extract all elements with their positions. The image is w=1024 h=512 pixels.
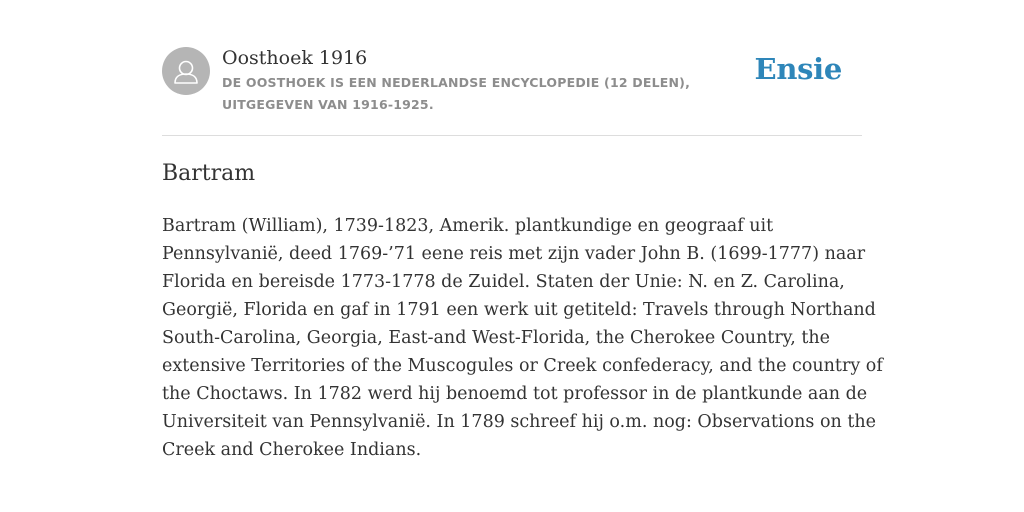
source-avatar[interactable] bbox=[162, 47, 210, 95]
body-line: extensive Territories of the Muscogules or Creek confederacy, and the country of bbox=[162, 356, 883, 376]
ensie-logo[interactable]: Ensie bbox=[754, 52, 842, 86]
body-line: South-Carolina, Georgia, East-and West-Florida, the Cherokee Country, the bbox=[162, 328, 831, 348]
user-icon bbox=[162, 47, 210, 95]
body-line: Universiteit van Pennsylvanië. In 1789 schreef hij o.m. nog: Observations on the bbox=[162, 412, 876, 432]
source-title[interactable]: Oosthoek 1916 bbox=[222, 47, 368, 69]
entry-title: Bartram bbox=[162, 161, 256, 186]
entry-card bbox=[162, 0, 883, 460]
body-line: Georgië, Florida en gaf in 1791 een werk uit getiteld: Travels through Northand bbox=[162, 300, 876, 320]
body-line: the Choctaws. In 1782 werd hij benoemd tot professor in de plantkunde aan de bbox=[162, 384, 868, 404]
body-line: Pennsylvanië, deed 1769-’71 eene reis met zijn vader John B. (1699-1777) naar bbox=[162, 244, 866, 264]
entry-body bbox=[162, 212, 883, 464]
body-line: Creek and Cherokee Indians. bbox=[162, 440, 422, 460]
source-description: DE OOSTHOEK IS EEN NEDERLANDSE ENCYCLOPEDIE (12 DELEN), UITGEGEVEN VAN 1916-1925. bbox=[222, 75, 691, 112]
source-header bbox=[162, 0, 862, 136]
source-info bbox=[222, 45, 762, 116]
body-line: Florida en bereisde 1773-1778 de Zuidel. Staten der Unie: N. en Z. Carolina, bbox=[162, 272, 845, 292]
body-line: Bartram (William), 1739-1823, Amerik. plantkundige en geograaf uit bbox=[162, 216, 774, 236]
